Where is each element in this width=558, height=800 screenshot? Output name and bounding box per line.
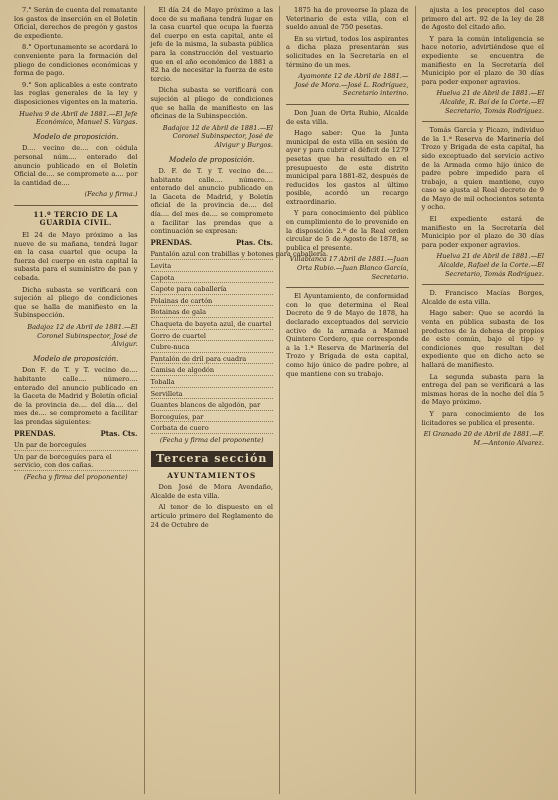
- column-4: [415, 6, 551, 794]
- section-heading: Modelo de proposición.: [169, 154, 255, 164]
- signature: El Granado 20 de Abril de 1881.—F. M.—Antonio Alvarez.: [423, 430, 544, 447]
- paragraph: 9.° Son aplicables a este contrato las reglas generales de la ley y disposiciones vigentes en la materia.: [14, 80, 138, 106]
- signature: Badajoz 12 de Abril de 1881.—El Coronel Subinspector, José de Alvigur y Burgos.: [162, 123, 273, 149]
- paragraph: Don F. de T. y T. vecino de.... habitante calle.... número.... enterado del anuncio publicado en la Gaceta de Madrid y Boletín oficial de la provincia de.... del día.... del mes de.... se compromete a facilitar las prendas siguientes:: [14, 366, 138, 426]
- list-item: [151, 332, 274, 342]
- section-title: 11.º TERCIO DE LA GUARDIA CIVIL.: [33, 209, 119, 228]
- prenda-label: Corbata de cuero: [150, 424, 209, 433]
- precio-title: Ptas. Cts.: [100, 428, 138, 438]
- prendas-title: PRENDAS.: [14, 428, 56, 438]
- paragraph: Dicha subasta se verificará con sujeción al pliego de condiciones que se halla de manifiesto en la Subinspección.: [14, 285, 138, 320]
- prenda-label: Capota: [150, 273, 175, 282]
- paragraph: El 24 de Mayo próximo a las nueve de su mañana, tendrá lugar en la casa cuartel que ocupa la fuerza del cuerpo en esta capital la subasta para el suministro de pan y cebada.: [14, 231, 138, 283]
- prenda-label: Guantes blancos de algodón, par: [150, 401, 261, 410]
- sub-banner: AYUNTAMIENTOS: [167, 470, 257, 480]
- prenda-label: Servilleta: [150, 389, 183, 398]
- prenda-label: Cubre-nuca: [150, 343, 190, 352]
- prendas-title: PRENDAS.: [150, 237, 193, 247]
- list-item: [151, 285, 274, 295]
- list-item: [151, 308, 274, 318]
- prenda-label: Capote para caballería: [150, 285, 227, 294]
- prenda-label: Pantalón de dril para cuadra: [150, 354, 247, 363]
- prenda-label: Chaqueta de bayeta azul, de cuartel: [150, 320, 272, 328]
- signature: (Fecha y firma del proponente): [23, 472, 128, 481]
- paragraph: Dicha subasta se verificará con sujeción al pliego de condiciones que se halla de manifiesto en las oficinas de la Subinspección.: [150, 86, 273, 121]
- list-item: [151, 274, 274, 284]
- section-heading: Modelo de proposición.: [33, 353, 119, 363]
- prenda-label: Polainas de cartón: [150, 296, 213, 305]
- paragraph: El día 24 de Mayo próximo a las doce de su mañana tendrá lugar en la casa cuartel que ocupa la fuerza del cuerpo en esta capital, ante el jefe de la misma, la subasta pública para la construcción del vestuario que en el año económico de 1881 a 82 ha de necesitar la fuerza de este tercio.: [150, 6, 273, 83]
- divider: [422, 121, 545, 122]
- prendas-header: [151, 239, 274, 248]
- list-item: [151, 401, 274, 411]
- paragraph: El expediente estará de manifiesto en la Secretaría del Municipio por el plazo de 30 días para poder exponer agravios.: [421, 215, 544, 249]
- column-2: [144, 6, 329, 794]
- paragraph: ajusta a los preceptos del caso primero del art. 92 de la ley de 28 de Agosto del citado año.: [421, 6, 544, 32]
- prenda-label: Pantalón azul con trabillas y botones para caballería.: [150, 250, 329, 259]
- column-1: [8, 6, 144, 794]
- list-item: [151, 262, 274, 272]
- prenda-label: Toballa: [150, 377, 175, 386]
- list-item: [151, 297, 274, 307]
- paragraph: Y para la común inteligencia se hace notorio, advirtiéndose que el expediente se encuentra de manifiesto en la Secretaría del Municipio por el plazo de 30 días para poder exponer agravios.: [421, 34, 544, 86]
- section-banner: Tercera sección: [151, 451, 274, 467]
- paragraph: Don José de Mora Avendaño, Alcalde de esta villa.: [150, 483, 273, 500]
- paragraph: El Ayuntamiento, de conformidad con lo que determina el Real Decreto de 9 de Mayo de 1878, ha declarado exceptuados del servicio activo de la armada a Manuel Quintero Cordero, que corresponde a la 1.ª Reserva de Marinería del Trozo y Brigada de esta capital, como hijo único de padre pobre, al que mantiene con su trabajo.: [286, 292, 409, 378]
- signature: Huelva 9 de Abril de 1881.—El Jefe Económico, Manuel S. Vargas.: [19, 109, 138, 127]
- list-item: [151, 343, 274, 353]
- paragraph: Y para conocimiento del público en cumplimiento de lo prevenido en la disposición 2.ª de la Real orden circular de 5 de Agosto de 1878, se publica el presente.: [286, 209, 409, 252]
- list-item: Un par de borceguíes para el servicio, con dos cañas.: [14, 453, 138, 471]
- paragraph: Don Juan de Orta Rubio, Alcalde de esta villa.: [286, 108, 409, 126]
- paragraph: 8.° Oportunamente se acordará lo conveniente para la formación del pliego de condiciones económicas y forma de pago.: [14, 43, 138, 78]
- signature: Huelva 21 de Abril de 1881.—El Alcalde, Rafael de la Corte.—El Secretario, Tomás Rodríguez.: [436, 252, 544, 278]
- prenda-label: Camisa de algodón: [150, 366, 215, 375]
- column-3: [279, 6, 415, 794]
- prenda-label: Borceguíes, par: [150, 412, 204, 421]
- paragraph: La segunda subasta para la entrega del pan se verificará a las mismas horas de la noche del día 5 de Mayo próximo.: [421, 372, 544, 407]
- divider: [286, 104, 409, 105]
- list-item: [151, 378, 274, 388]
- list-item: [151, 355, 274, 365]
- signature: Villablanca 17 Abril de 1881.—Juan Orta Rubio.—Juan Blanco García, Secretario.: [289, 255, 409, 281]
- list-item: [151, 424, 274, 434]
- paragraph: 7.° Serán de cuenta del rematante los gastos de inserción en el Boletín Oficial, derechos de pregón y gastos de expediente.: [14, 6, 138, 40]
- precio-title: Ptas. Cts.: [235, 237, 273, 247]
- signature: Ayamonte 12 de Abril de 1881.—José de Mora.—José L. Rodríguez, Secretario interino.: [294, 72, 409, 98]
- paragraph: Hago saber: Que la Junta municipal de esta villa en sesión de ayer y para cubrir el déficit de 1279 pesetas que ha resultado en el presupuesto de este distrito municipal para 1881-82, después de reducidos los gastos al último posible, acordó un recargo extraordinario.: [286, 129, 409, 206]
- paragraph: Tomás García y Picazo, individuo de la 1.ª Reserva de Marinería del Trozo y Brigada de esta capital, ha sido exceptuado del servicio activo de la Armada como hijo único de padre pobre impedido para el trabajo, a quien mantiene, cuyo caso se ajusta al Real decreto de 9 de Mayo de mil ochocientos setenta y ocho.: [421, 126, 544, 212]
- paragraph: 1875 ha de proveerse la plaza de Veterinario de esta villa, con el sueldo anual de 750 pesetas.: [286, 6, 409, 32]
- prenda-label: Levita: [150, 262, 172, 271]
- paragraph: Y para conocimiento de los licitadores se publica el presente.: [421, 409, 544, 427]
- prenda-label: Gorro de cuartel: [150, 331, 207, 340]
- signature: Badajoz 12 de Abril de 1881.—El Coronel Subinspector, José de Alvigur.: [27, 323, 138, 349]
- paragraph: D. Francisco Macías Borges, Alcalde de esta villa.: [421, 289, 544, 306]
- signature: (Fecha y firma del proponente): [159, 435, 264, 444]
- divider: [286, 287, 409, 288]
- list-item: [151, 413, 274, 423]
- signature: Huelva 21 de Abril de 1881.—El Alcalde, R. Baí de la Corte.—El Secretario, Tomás Rodríguez.: [436, 89, 544, 115]
- paragraph: En su virtud, todos los aspirantes a dicha plaza presentarán sus solicitudes en la Secretaría en el término de un mes.: [286, 34, 409, 69]
- prendas-header: [14, 430, 138, 439]
- prenda-label: Botainas de gala: [150, 308, 207, 317]
- list-item: [151, 390, 274, 400]
- list-item: [150, 250, 329, 260]
- divider: [14, 205, 138, 206]
- divider: [422, 284, 545, 285]
- list-item: [151, 366, 274, 376]
- paragraph: D. F. de T. y T. vecino de.... habitante calle.... número.... enterado del anuncio publicado en la Gaceta de Madrid, y Boletín oficial de la provincia de.... del día.... del mes de.... se compromete a facilitar las prendas que a continuación se expresan:: [150, 167, 273, 236]
- signature: (Fecha y firma.): [84, 190, 138, 199]
- paragraph: Hago saber: Que se acordó la venta en pública subasta de los productos de la dehesa de propios de este común, bajo el tipo y condiciones que resultan del expediente que en dicho acto se hallará de manifiesto.: [421, 309, 544, 369]
- paragraph: D.... vecino de.... con cédula personal núm.... enterado del anuncio publicado en el Boletín Oficial de.... se compromete a.... por la cantidad de....: [14, 144, 138, 187]
- section-heading: Modelo de proposición.: [33, 131, 119, 141]
- column-layout: [8, 6, 550, 794]
- prendas-list: [150, 250, 329, 434]
- list-item: Un par de borceguíes: [14, 441, 138, 451]
- list-item: [151, 320, 274, 330]
- paragraph: Al tenor de lo dispuesto en el artículo primero del Reglamento de 24 de Octubre de: [150, 503, 273, 529]
